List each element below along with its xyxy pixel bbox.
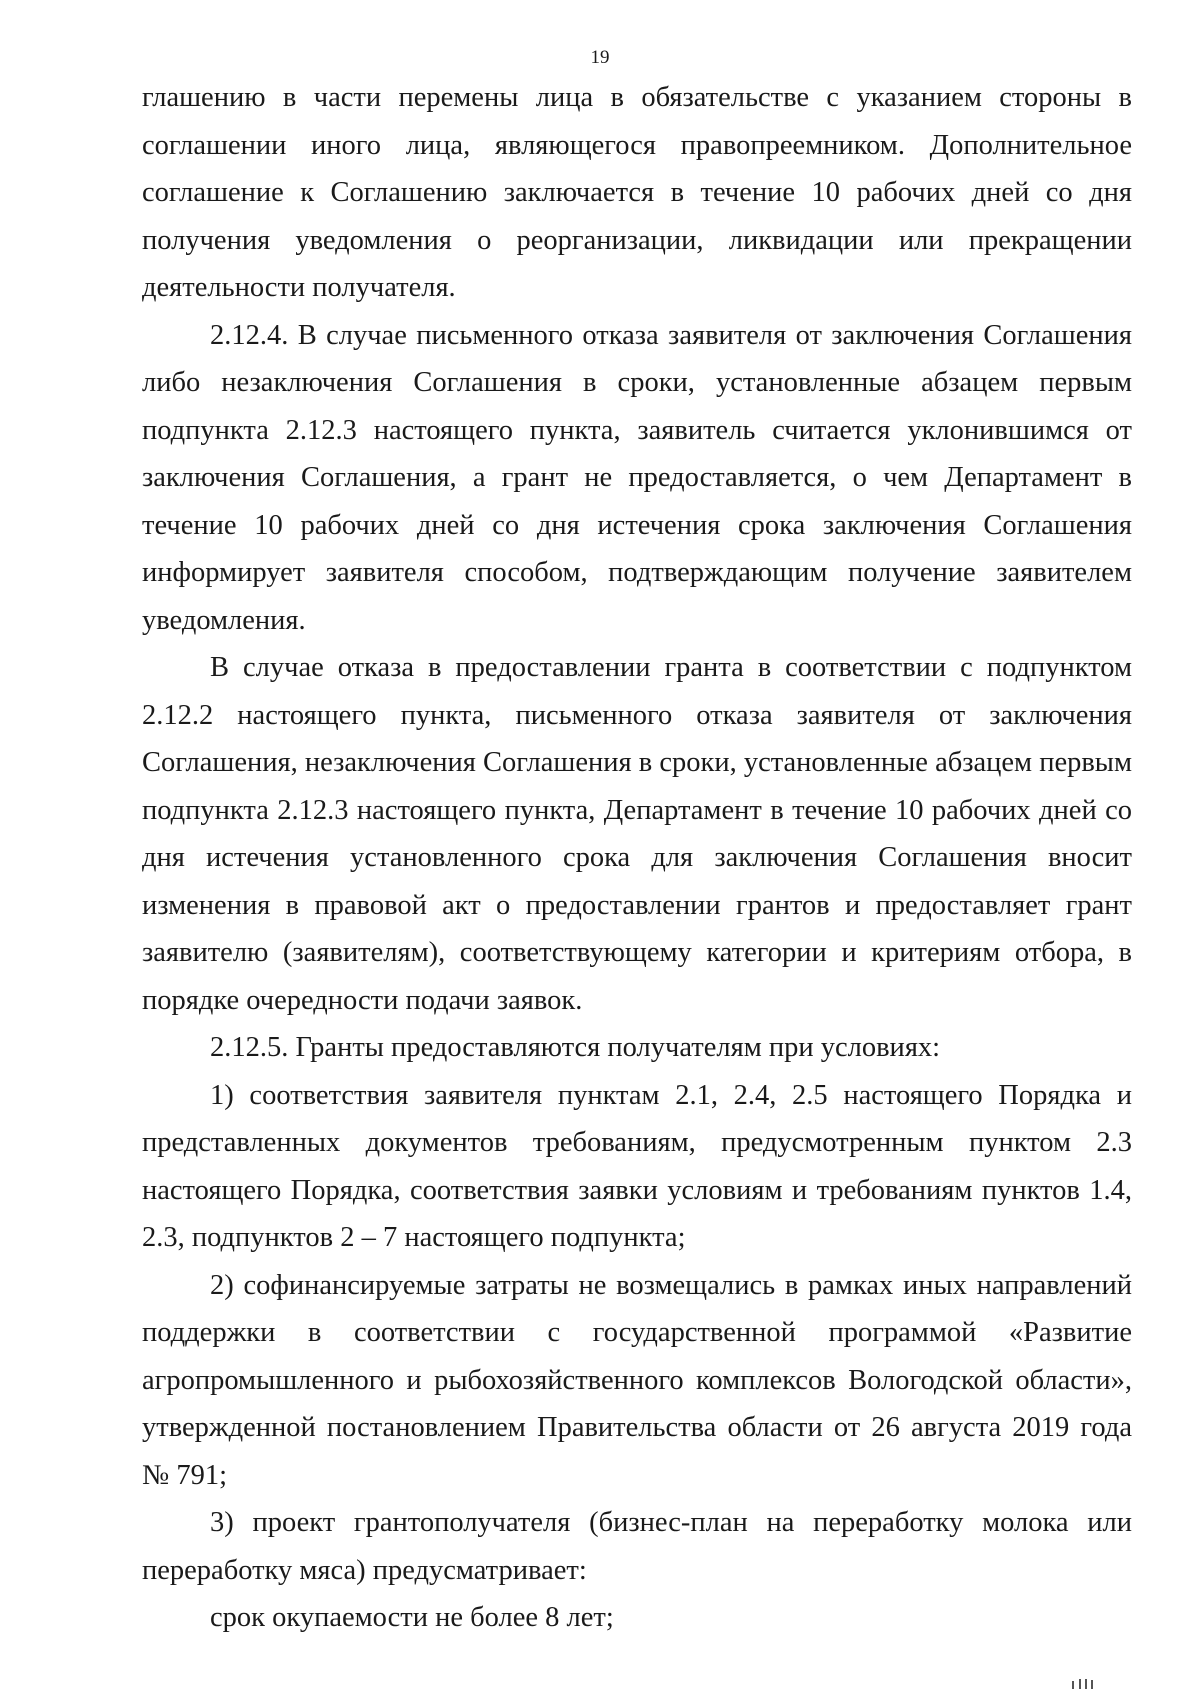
paragraph-2-12-4: 2.12.4. В случае письменного отказа заявителя от заключения Соглашения либо незаключения Соглашения в сроки, установленные абзацем первым подпункта 2.12.3 настоящего пункта, заявитель считается уклонившимся от заключения Соглашения, а грант не предоставляется, о чем Департамент в течение 10 рабочих дней со дня истечения срока заключения Соглашения информирует заявителя способом, подтверждающим получение заявителем уведомления.	[142, 319, 1132, 636]
sub-item-payback: срок окупаемости не более 8 лет;	[210, 1602, 614, 1633]
paragraph-continuation: глашению в части перемены лица в обязательстве с указанием стороны в соглашении иного лица, являющегося правопреемником. Дополнительное соглашение к Соглашению заключается в течение 10 рабочих дней со дня получения уведомления о реорганизации, ликвидации или прекращении деятельности получателя.	[142, 82, 1132, 303]
page-number: 19	[590, 47, 610, 68]
paragraph-refusal-case: В случае отказа в предоставлении гранта в соответствии с подпунктом 2.12.2 настоящего пункта, письменного отказа заявителя от заключения Соглашения, незаключения Соглашения в сроки, установленные абзацем первым подпункта 2.12.3 настоящего пункта, Департамент в течение 10 рабочих дней со дня истечения установленного срока для заключения Соглашения вносит изменения в правовой акт о предоставлении грантов и предоставляет грант заявителю (заявителям), соответствующему категории и критериям отбора, в порядке очередности подачи заявок.	[142, 652, 1132, 1016]
list-item-3: 3) проект грантополучателя (бизнес-план на переработку молока или переработку мяса) предусматривает:	[142, 1507, 1132, 1586]
list-item-1: 1) соответствия заявителя пунктам 2.1, 2.4, 2.5 настоящего Порядка и представленных документов требованиям, предусмотренным пунктом 2.3 настоящего Порядка, соответствия заявки условиям и требованиям пунктов 1.4, 2.3, подпунктов 2 – 7 настоящего подпункта;	[142, 1079, 1132, 1253]
document-body	[142, 74, 1132, 1642]
list-item-2: 2) софинансируемые затраты не возмещались в рамках иных направлений поддержки в соответствии с государственной программой «Развитие агропромышленного и рыбохозяйственного комплексов Вологодской области», утвержденной постановлением Правительства области от 26 августа 2019 года № 791;	[142, 1269, 1132, 1491]
scan-artifact-marks	[1072, 1677, 1112, 1689]
paragraph-2-12-5: 2.12.5. Гранты предоставляются получателям при условиях:	[210, 1032, 941, 1063]
